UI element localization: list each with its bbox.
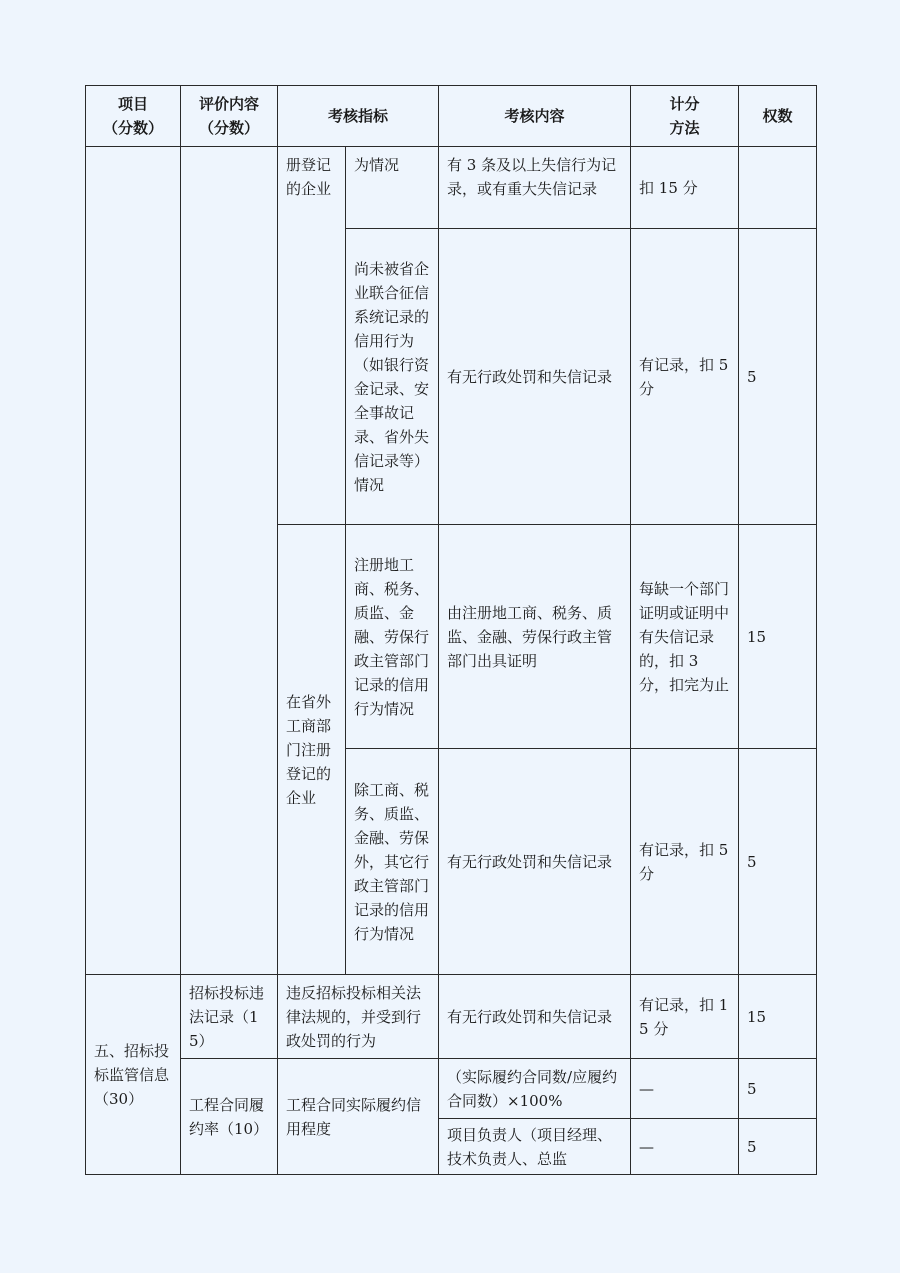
- content-cell: 有无行政处罚和失信记录: [439, 975, 631, 1059]
- project-cell: 五、招标投标监管信息（30）: [86, 975, 181, 1175]
- content-cell: 有无行政处罚和失信记录: [439, 229, 631, 525]
- table-row: [86, 1059, 817, 1119]
- indicator-cell: 违反招标投标相关法律法规的，并受到行政处罚的行为: [278, 975, 439, 1059]
- method-cell: 每缺一个部门证明或证明中有失信记录的，扣 3 分，扣完为止: [631, 525, 739, 749]
- table-row: [86, 975, 817, 1059]
- content-cell: 由注册地工商、税务、质监、金融、劳保行政主管部门出具证明: [439, 525, 631, 749]
- project-cell-empty: [86, 147, 181, 975]
- table-header-row: [86, 86, 817, 147]
- weight-cell: 5: [739, 1059, 817, 1119]
- eval-cell: 工程合同履约率（10）: [181, 1059, 278, 1175]
- content-cell: 有无行政处罚和失信记录: [439, 749, 631, 975]
- method-cell: —: [631, 1119, 739, 1175]
- eval-cell-empty: [181, 147, 278, 975]
- weight-cell: 15: [739, 525, 817, 749]
- weight-cell: 15: [739, 975, 817, 1059]
- indicator-cell: 注册地工商、税务、质监、金融、劳保行政主管部门记录的信用行为情况: [346, 525, 439, 749]
- indicator-cell: 为情况: [346, 147, 439, 229]
- group-cell: 册登记的企业: [278, 147, 346, 525]
- header-indicator: 考核指标: [278, 86, 439, 147]
- indicator-cell: 除工商、税务、质监、金融、劳保外，其它行政主管部门记录的信用行为情况: [346, 749, 439, 975]
- indicator-cell: 尚未被省企业联合征信系统记录的信用行为（如银行资金记录、安全事故记录、省外失信记录等）情况: [346, 229, 439, 525]
- method-cell: 有记录，扣 5 分: [631, 749, 739, 975]
- table-row: [86, 147, 817, 229]
- group-cell: 在省外工商部门注册登记的企业: [278, 525, 346, 975]
- method-cell: 有记录，扣 5 分: [631, 229, 739, 525]
- header-content: 考核内容: [439, 86, 631, 147]
- header-project: 项目 （分数）: [86, 86, 181, 147]
- credit-evaluation-table: [85, 85, 817, 1175]
- weight-cell: [739, 147, 817, 229]
- indicator-cell: 工程合同实际履约信用程度: [278, 1059, 439, 1175]
- page: [85, 85, 817, 1175]
- method-cell: 有记录，扣 15 分: [631, 975, 739, 1059]
- header-eval-content: 评价内容 （分数）: [181, 86, 278, 147]
- header-method: 计分 方法: [631, 86, 739, 147]
- content-cell: 有 3 条及以上失信行为记录，或有重大失信记录: [439, 147, 631, 229]
- weight-cell: 5: [739, 229, 817, 525]
- header-weight: 权数: [739, 86, 817, 147]
- eval-cell: 招标投标违法记录（15）: [181, 975, 278, 1059]
- content-cell: （实际履约合同数/应履约合同数）×100%: [439, 1059, 631, 1119]
- weight-cell: 5: [739, 1119, 817, 1175]
- method-cell: —: [631, 1059, 739, 1119]
- weight-cell: 5: [739, 749, 817, 975]
- content-cell: 项目负责人（项目经理、技术负责人、总监: [439, 1119, 631, 1175]
- method-cell: 扣 15 分: [631, 147, 739, 229]
